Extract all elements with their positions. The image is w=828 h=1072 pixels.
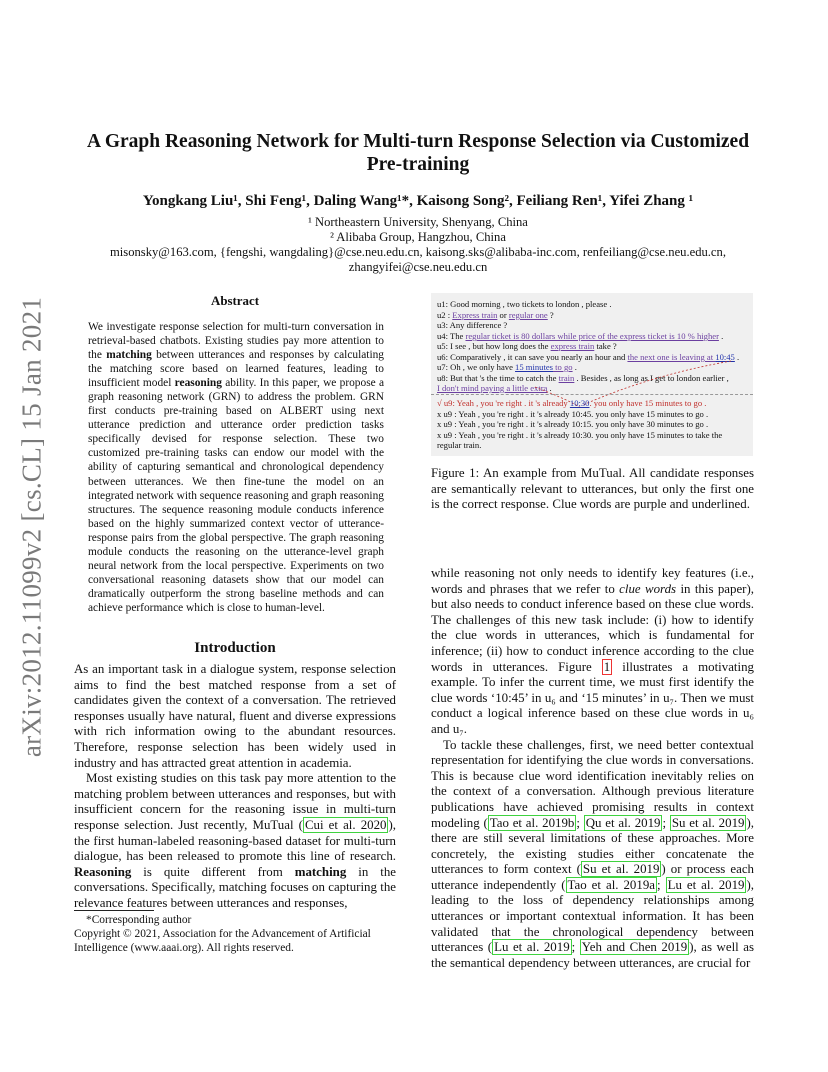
author-emails <box>70 245 766 275</box>
affiliation-1: ¹ Northeastern University, Shenyang, China <box>308 215 528 229</box>
citation-link[interactable]: Yeh and Chen 2019 <box>581 940 688 955</box>
affiliation-2: ² Alibaba Group, Hangzhou, China <box>330 230 506 244</box>
copyright-notice: Copyright © 2021, Association for the Advancement of Artificial Intelligence (www.aaai.org). All rights reserved. <box>74 928 371 954</box>
footnote-block <box>74 913 396 955</box>
candidate-response-4-continued: regular train. <box>437 440 482 450</box>
utterance-u6: u6: Comparatively , it can save you nearly an hour and the next one is leaving at 10:45 . <box>437 352 740 362</box>
citation-link[interactable]: Lu et al. 2019 <box>667 877 745 892</box>
citation-link[interactable]: Qu et al. 2019 <box>585 815 661 830</box>
author-list: Yongkang Liu¹, Shi Feng¹, Daling Wang¹*, Kaisong Song², Feiliang Ren¹, Yifei Zhang ¹ <box>142 193 694 209</box>
utterance-u8: u8: But that 's the time to catch the train . Besides , as long as I get to london earlier , <box>437 373 729 383</box>
utterance-u2: u2 : Express train or regular one ? <box>437 310 554 320</box>
right-column-body <box>431 566 754 971</box>
citation-link[interactable]: Su et al. 2019 <box>582 862 660 877</box>
response-separator <box>431 394 753 395</box>
abstract-heading: Abstract <box>211 294 259 308</box>
paper-title: A Graph Reasoning Network for Multi-turn Response Selection via Customized Pre-training <box>86 131 750 175</box>
abstract-body: We investigate response selection for multi-turn conversation in retrieval-based chatbots. Existing studies pay more attention to the matching between utterances and responses by calculating the matching score based on learned features, leading to insufficient model reasoning ability. In this paper, we propose a graph reasoning network (GRN) to address the problem. GRN first conducts pre-training based on ALBERT using next utterance prediction and utterance order prediction tasks specifically devised for response selection. These two customized pre-training tasks can endow our model with the ability of capturing semantical and chronological dependency between utterances. We then fine-tune the model on an integrated network with sequence reasoning and graph reasoning structures. The sequence reasoning module conducts inference based on the highly summarized context vector of utterance-response pairs from the global perspective. The graph reasoning module conducts the reasoning on the utterance-level graph neural network from the local perspective. Experiments on two conversational reasoning datasets show that our model can dramatically outperform the strong baseline methods and can achieve performance which is close to human-level. <box>88 321 385 614</box>
introduction-heading: Introduction <box>194 640 276 656</box>
intro-paragraph-1: As an important task in a dialogue system, response selection aims to find the best matched response from a set of candidates given the context of a conversation. The retrieved responses usually have natural, fluent and diverse expressions with rich information owing to the abundant resources. Therefore, response selection has been widely used in industry and has attracted great attention in academia. <box>74 662 396 770</box>
footnote-rule <box>74 910 154 911</box>
intro-paragraph-2: Most existing studies on this task pay more attention to the matching problem between utterances and responses, but with insufficient concern for the reasoning issue in multi-turn response selection. Just recently, MuTual ( Cui et al. 2020 ), the first human-labeled reasoning-based dataset for multi-turn dialogue, has been released to promote this line of research. Reasoning is quite different from matching in the conversations. Specifically, matching focuses on capturing the relevance features between utterances and responses, <box>74 771 396 910</box>
introduction-body <box>74 662 396 912</box>
citation-link[interactable]: Cui et al. 2020 <box>304 817 387 832</box>
figure-1-caption: Figure 1: An example from MuTual. All candidate responses are semantically relevant to utterances, but only the first one is the correct response. Clue words are purple and underlined. <box>431 466 754 512</box>
emails-line-1: misonsky@163.com, {fengshi, wangdaling}@cse.neu.edu.cn, kaisong.sks@alibaba-inc.com, renfeiliang@cse.neu.edu.cn, <box>110 245 726 259</box>
utterance-u4: u4: The regular ticket is 80 dollars while price of the express ticket is 10 % higher . <box>437 331 724 341</box>
candidate-response-correct: √ u9: Yeah , you 're right . it 's already 10:30. you only have 15 minutes to go . <box>437 398 707 408</box>
corresponding-author-note: *Corresponding author <box>86 914 192 926</box>
candidate-response-2: x u9 : Yeah , you 're right . it 's already 10:45. you only have 15 minutes to go . <box>437 409 709 419</box>
citation-link[interactable]: Tao et al. 2019a <box>567 877 655 892</box>
right-paragraph-1: while reasoning not only needs to identify key features (i.e., words and phrases that we refer to clue words in this paper), but also needs to conduct inference based on these clue words. The challenges of this new task include: (i) how to identify the clue words in utterances, which is fundamental for inference; (ii) how to conduct inference according to the clue words in utterances. Figure 1 illustrates a motivating example. To infer the current time, we must first identify the clue words ‘10:45’ in u₆ and ‘15 minutes’ in u₇. Then we must conduct a logical inference based on these clue words in u₆ and u₇. <box>431 566 754 736</box>
utterance-u8-continued: I don't mind paying a little extra . <box>437 383 552 393</box>
arxiv-identifier: arXiv:2012.11099v2 [cs.CL] 15 Jan 2021 <box>16 296 47 758</box>
citation-link[interactable]: Lu et al. 2019 <box>494 940 570 955</box>
utterance-u5: u5: I see , but how long does the express train take ? <box>437 341 617 351</box>
figure-reference-link[interactable]: 1 <box>603 659 611 674</box>
candidate-response-4: x u9 : Yeah , you 're right . it 's already 10:30. you only have 15 minutes to take the <box>437 430 723 440</box>
utterance-u1: u1: Good morning , two tickets to london , please . <box>437 299 612 309</box>
utterance-u3: u3: Any difference ? <box>437 320 508 330</box>
utterance-u7: u7: Oh , we only have 15 minutes to go . <box>437 362 577 372</box>
right-paragraph-2: To tackle these challenges, first, we need better contextual representation for identifying the clue words in conversations. This is because clue word identification inevitably relies on the context of a conversation. Although previous literature publications have achieved promising results in context modeling ( Tao et al. 2019b ; Qu et al. 2019 ; Su et al. 2019 ), there are still several limitations of these approaches. More concretely, the existing studies either concatenate the utterances to form context ( Su et al. 2019 ) or process each utterance independently ( Tao et al. 2019a ; Lu et al. 2019 ), leading to the loss of dependency relationships among utterances or important contextual information. It has been validated that the chronological dependency between utterances ( Lu et al. 2019 ; Yeh and Chen 2019 ), as well as the semantical dependency between utterances, are crucial for <box>431 737 755 970</box>
citation-link[interactable]: Su et al. 2019 <box>671 815 745 830</box>
citation-link[interactable]: Tao et al. 2019b <box>489 815 575 830</box>
emails-line-2: zhangyifei@cse.neu.edu.cn <box>348 260 488 274</box>
candidate-response-3: x u9 : Yeah , you 're right . it 's already 10:15. you only have 30 minutes to go . <box>437 419 709 429</box>
